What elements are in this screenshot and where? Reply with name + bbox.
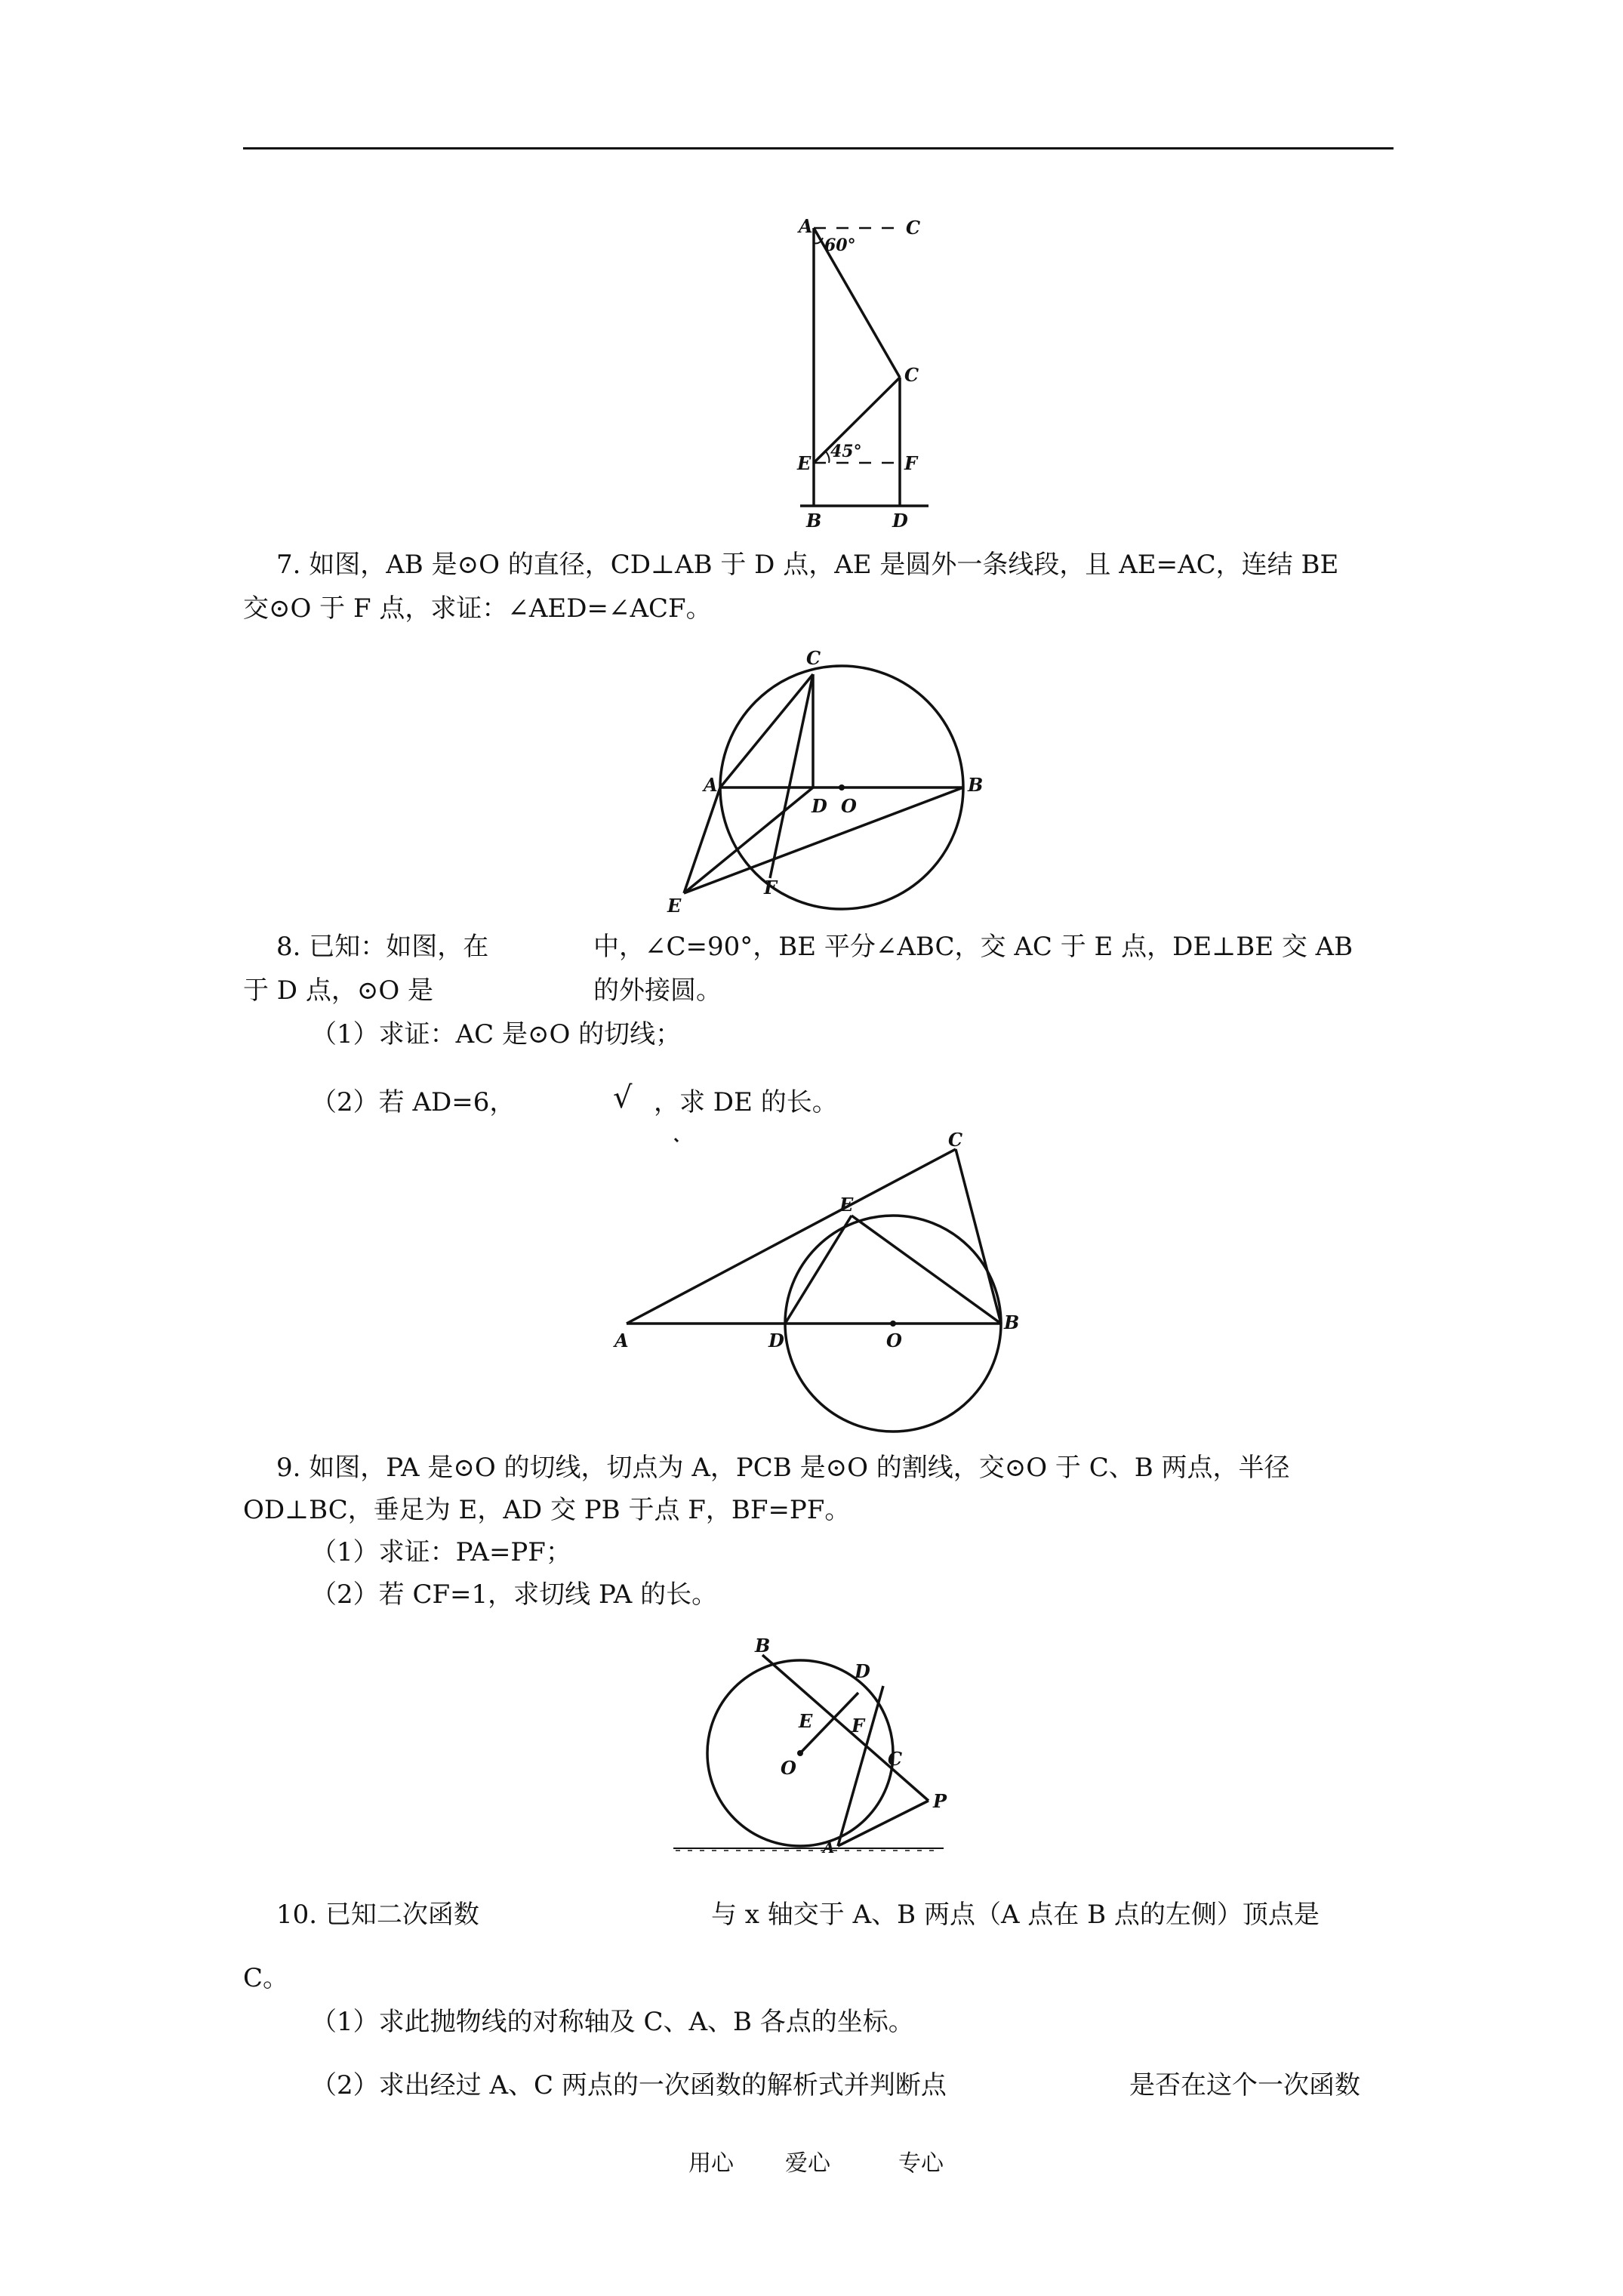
fig9-label-d: D — [855, 1660, 870, 1682]
fig9-label-p: P — [933, 1790, 947, 1812]
figure-circle-problem8 — [604, 1133, 1034, 1450]
problem9-line2: OD⊥BC，垂足为 E，AD 交 PB 于点 F，BF=PF。 — [243, 1495, 851, 1525]
fig8-label-b: B — [1004, 1311, 1020, 1333]
fig6-label-f: F — [904, 452, 918, 474]
fig8-label-c: C — [948, 1133, 963, 1151]
problem7-line1: 7. 如图，AB 是⊙O 的直径，CD⊥AB 于 D 点，AE 是圆外一条线段，且 AE=AC，连结 BE — [276, 550, 1339, 580]
problem7-line2: 交⊙O 于 F 点，求证：∠AED=∠ACF。 — [243, 593, 712, 624]
fig7-label-d: D — [812, 795, 827, 817]
figure-circle-problem7 — [657, 640, 1004, 920]
problem9-line1: 9. 如图，PA 是⊙O 的切线，切点为 A，PCB 是⊙O 的割线，交⊙O 于 C、B 两点，半径 — [276, 1453, 1290, 1483]
fig9-label-b: B — [755, 1638, 771, 1657]
problem10-question2-b: 是否在这个一次函数 — [1129, 2070, 1360, 2100]
problem10-question2-a: （2）求出经过 A、C 两点的一次函数的解析式并判断点 — [311, 2070, 947, 2100]
figure-circle-problem9 — [664, 1638, 951, 1857]
fig6-label-b: B — [806, 510, 822, 532]
fig9-label-e: E — [799, 1710, 813, 1732]
problem9-question2: （2）若 CF=1，求切线 PA 的长。 — [311, 1579, 718, 1610]
problem10-line1-a: 10. 已知二次函数 — [276, 1900, 479, 1930]
fig7-label-o: O — [841, 795, 857, 817]
fig7-label-f: F — [764, 877, 778, 898]
figure-tower-angles — [785, 211, 966, 536]
problem8-question2-a: （2）若 AD=6， — [311, 1087, 516, 1117]
fig9-label-c: C — [888, 1748, 903, 1770]
problem10-line1-b: 与 x 轴交于 A、B 两点（A 点在 B 点的左侧）顶点是 — [711, 1900, 1320, 1930]
header-rule — [243, 147, 1394, 149]
fig8-label-a: A — [614, 1330, 629, 1351]
fig8-label-d: D — [768, 1330, 784, 1351]
fig8-label-e: E — [839, 1194, 854, 1216]
footer-text-3: 专心 — [898, 2150, 944, 2177]
fig7-label-c: C — [806, 647, 821, 669]
fig9-label-o: O — [781, 1757, 796, 1779]
problem8-line2-a: 于 D 点，⊙O 是 — [243, 975, 434, 1006]
problem9-question1: （1）求证：PA=PF； — [311, 1537, 571, 1567]
fig6-label-c: C — [904, 364, 919, 386]
fig9-label-f: F — [852, 1715, 865, 1737]
fig6-angle-60: 60° — [824, 236, 856, 255]
problem8-question2-b: ，求 DE 的长。 — [654, 1087, 838, 1117]
fig7-label-e: E — [667, 895, 682, 917]
fig6-label-d: D — [892, 510, 908, 532]
problem8-line1-a: 8. 已知：如图，在 — [276, 932, 489, 962]
fig6-label-c-top: C — [906, 217, 921, 239]
fig6-label-e: E — [797, 452, 812, 474]
problem8-line2-b: 的外接圆。 — [593, 975, 722, 1006]
fig6-label-a: A — [799, 215, 813, 237]
problem8-line1-b: 中，∠C=90°，BE 平分∠ABC，交 AC 于 E 点，DE⊥BE 交 AB — [593, 932, 1354, 962]
problem10-line2: C。 — [243, 1963, 289, 1993]
problem10-question1: （1）求此抛物线的对称轴及 C、A、B 各点的坐标。 — [311, 2007, 914, 2037]
fig9-label-a: A — [823, 1838, 835, 1857]
fig8-label-o: O — [886, 1330, 902, 1351]
fig7-label-b: B — [968, 774, 984, 796]
footer-text-2: 爱心 — [785, 2150, 830, 2177]
fig6-angle-45: 45° — [830, 442, 862, 461]
problem8-question1: （1）求证：AC 是⊙O 的切线； — [311, 1019, 682, 1049]
fig7-label-a: A — [704, 774, 718, 796]
problem8-sqrt-symbol: √ — [613, 1080, 633, 1115]
footer-text-1: 用心 — [688, 2150, 734, 2177]
